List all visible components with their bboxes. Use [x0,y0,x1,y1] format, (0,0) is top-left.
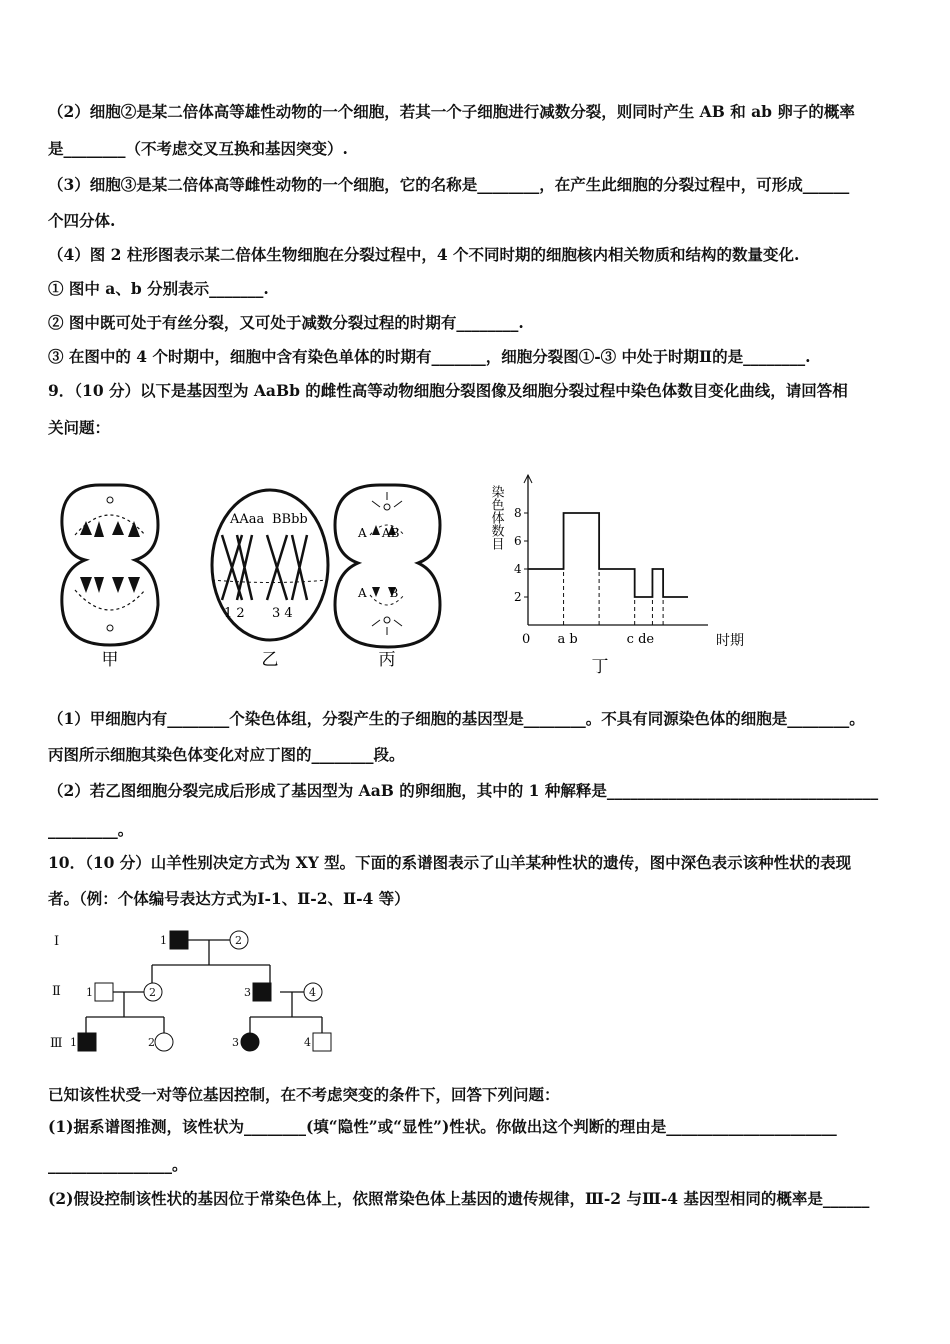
yi-bottom-left-nums: 1 2 [224,606,245,621]
cell-jia [62,485,158,645]
q8-2-line2: 是________（不考虑交叉互换和基因突变）. [48,139,348,158]
q9-stem-line2: 关问题： [48,418,111,437]
chromosome-count-line [528,513,688,597]
label-bing: 丙 [378,650,396,670]
q9-2-line2: _________。 [48,820,134,839]
label-ding: 丁 [591,657,609,677]
q8-3-line2: 个四分体. [48,211,116,230]
q10-intro: 已知该性状受一对等位基因控制，在不考虑突变的条件下，回答下列问题： [48,1085,560,1104]
num-III-3: 3 [232,1036,239,1049]
origin-label: 0 [522,632,531,647]
q8-2-line1: （2）细胞②是某二倍体高等雄性动物的一个细胞，若其一个子细胞进行减数分裂，则同时产生 AB 和 ab 卵子的概率 [48,102,855,121]
q9-1-line2: 丙图所示细胞其染色体变化对应丁图的________段。 [48,745,405,764]
q10-stem-line2: 者。（例：个体编号表达方式为Ⅰ-1、Ⅱ-2、Ⅱ-4 等） [48,889,410,908]
y-tick-label: 4 [514,562,522,576]
q8-4-sub2: ② 图中既可处于有丝分裂，又可处于减数分裂过程的时期有________. [48,313,524,332]
q10-stem-line1: 10．（10 分）山羊性别决定方式为 XY 型。下面的系谱图表示了山羊某种性状的遗传，图中深色表示该种性状的表现 [48,853,852,872]
q9-stem-line1: 9．（10 分）以下是基因型为 AaBb 的雌性高等动物细胞分裂图像及细胞分裂过程中染色体数目变化曲线，请回答相 [48,381,848,400]
num-III-4: 4 [304,1036,311,1049]
q8-4-sub3: ③ 在图中的 4 个时期中，细胞中含有染色单体的时期有_______，细胞分裂图①-③ 中处于时期Ⅱ的是________. [48,347,811,366]
x-marks-cde: c de [626,632,655,647]
label-jia: 甲 [101,650,119,670]
gen-label-2: Ⅱ [52,984,61,999]
II-1-male [95,983,113,1001]
chart-ding [489,475,745,649]
I-1-affected-male [170,931,188,949]
cell-division-figure [40,465,744,685]
III-2-female [155,1033,173,1051]
q9-1-line1: （1）甲细胞内有________个染色体组，分裂产生的子细胞的基因型是________。不具有同源染色体的细胞是________。 [48,709,865,728]
III-3-affected-female [241,1033,259,1051]
num-III-1: 1 [70,1036,77,1049]
y-axis-label: 染色体数目 [488,485,504,550]
x-marks-ab: a b [557,632,578,647]
num-I-2: 2 [235,934,242,947]
num-II-3: 3 [244,986,251,999]
y-tick-label: 6 [514,534,522,548]
cell-bing [335,485,440,647]
gen-label-3: Ⅲ [50,1036,63,1051]
II-3-affected-male [253,983,271,1001]
y-tick-label: 2 [514,590,522,604]
num-I-1: 1 [160,934,167,947]
label-yi: 乙 [261,650,279,670]
q9-2-line1: （2）若乙图细胞分裂完成后形成了基因型为 AaB 的卵细胞，其中的 1 种解释是___________________________________ [48,781,879,800]
q8-3-line1: （3）细胞③是某二倍体高等雌性动物的一个细胞，它的名称是________，在产生此细胞的分裂过程中，可形成______ [48,175,850,194]
num-II-1: 1 [86,986,93,999]
q8-4-sub1: ① 图中 a、b 分别表示_______. [48,279,269,298]
q10-2-line1: (2)假设控制该性状的基因位于常染色体上，依照常染色体上基因的遗传规律，Ⅲ-2 与Ⅲ-4 基因型相同的概率是______ [48,1189,870,1208]
gen-label-1: Ⅰ [54,934,60,949]
q10-1-line2: ________________。 [48,1155,188,1174]
num-III-2: 2 [148,1036,155,1049]
yi-bottom-right-nums: 3 4 [272,606,293,621]
pedigree-chart [40,925,360,1060]
y-tick-label: 8 [514,506,522,520]
q10-1-line1: (1)据系谱图推测，该性状为________(填“隐性”或“显性”)性状。你做出这个判断的理由是______________________ [48,1117,837,1136]
num-II-2: 2 [149,986,156,999]
III-1-affected-male [78,1033,96,1051]
yi-top-right-genes: BBbb [272,512,308,527]
yi-top-left-genes: AAaa [230,512,265,527]
num-II-4: 4 [309,986,316,999]
q8-4-line: （4）图 2 柱形图表示某二倍体生物细胞在分裂过程中，4 个不同时期的细胞核内相关物质和结构的数量变化. [48,245,800,264]
bing-upper-genes: A AB [358,526,400,540]
bing-lower-genes: A B [358,586,399,600]
x-axis-label: 时期 [716,633,744,649]
III-4-male [313,1033,331,1051]
